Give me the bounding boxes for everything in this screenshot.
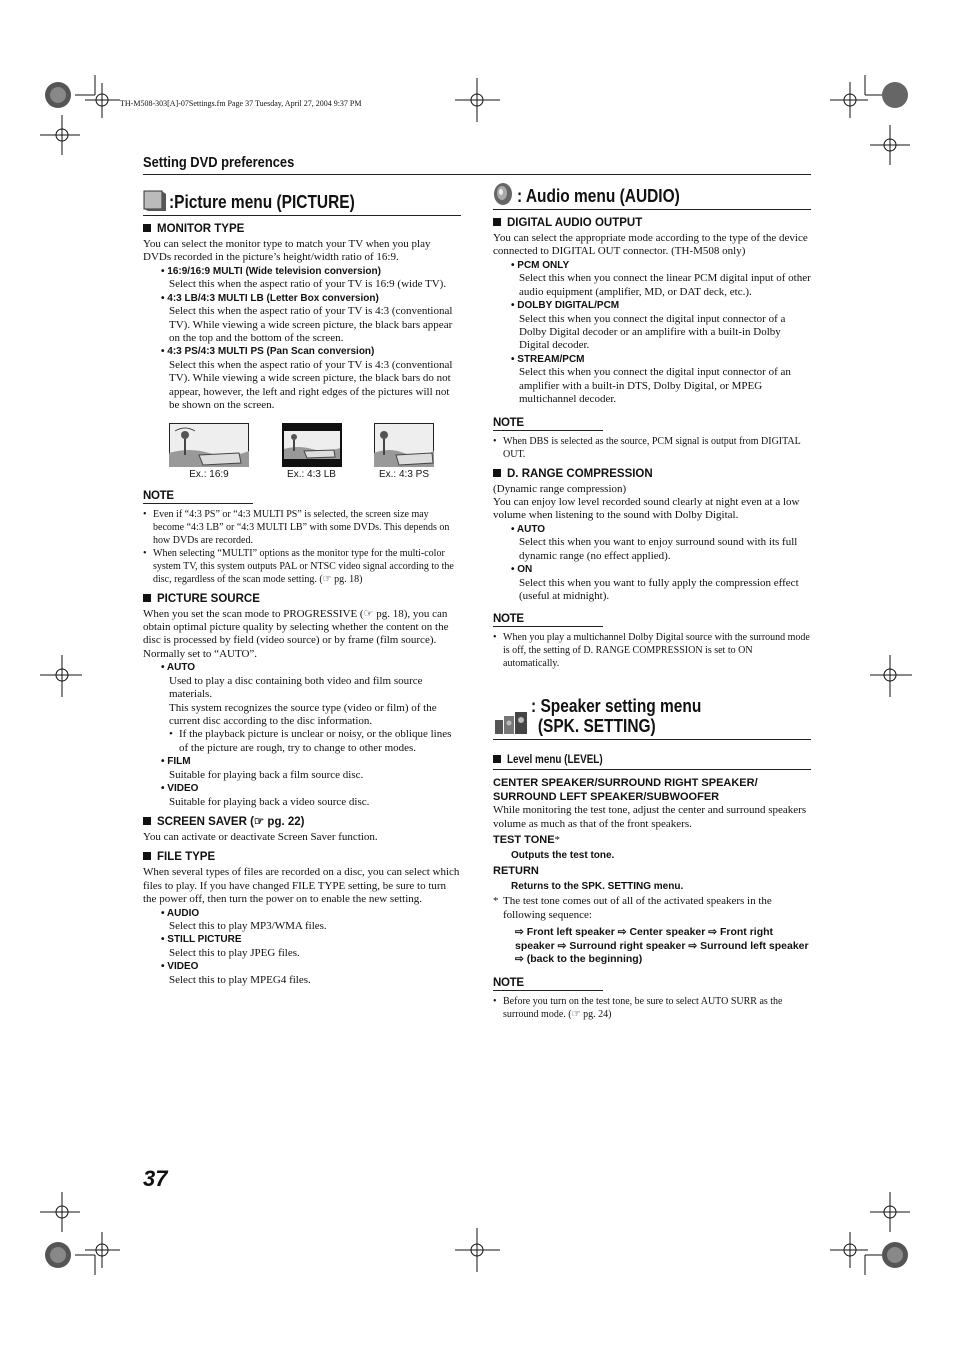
drange-option-label: • ON: [511, 564, 533, 576]
audio-menu-title: : Audio menu (AUDIO): [493, 182, 811, 210]
audio-menu-icon: [493, 182, 515, 206]
speaker-menu-icon: [493, 710, 529, 736]
return-label: RETURN: [493, 865, 539, 878]
monitor-option-label: • 4:3 LB/4:3 MULTI LB (Letter Box conversion): [161, 292, 379, 304]
note-heading: NOTE: [143, 490, 253, 504]
note-item: • When you play a multichannel Dolby Digital source with the surround mode is off, the setting of D. RANGE COMPRESSION is set to ON automatically.: [493, 632, 810, 670]
digital-output-heading: DIGITAL AUDIO OUTPUT: [493, 216, 811, 230]
monitor-option-desc: Select this when the aspect ratio of your TV is 4:3 (conventional TV). While viewing a wide screen picture, the black bars do not appear, however, the left and right edges of the pictures will not be shown on the screen.: [169, 358, 453, 412]
picture-menu-title: :Picture menu (PICTURE): [143, 190, 461, 216]
file-type-heading: FILE TYPE: [143, 850, 461, 864]
figure-16-9: [169, 423, 249, 480]
note-item: • When DBS is selected as the source, PCM signal is output from DIGITAL OUT.: [493, 435, 801, 460]
figure-caption: Ex.: 16:9: [189, 468, 229, 480]
screen-saver-desc: You can activate or deactivate Screen Saver function.: [143, 830, 378, 843]
test-tone-footnote: * The test tone comes out of all of the activated speakers in the following sequence:: [493, 895, 772, 921]
audio-speaker-column: [493, 182, 811, 1021]
test-tone-desc: Outputs the test tone.: [511, 850, 615, 862]
output-option-desc: Select this when you connect the digital input connector of an amplifier with a built-in DTS, Dolby Digital, or MPEG multichannel decoder.: [519, 366, 791, 406]
figure-4-3-lb: [282, 423, 342, 480]
note-heading: NOTE: [493, 613, 603, 627]
digital-output-intro: You can select the appropriate mode according to the type of the device connected to DIGITAL OUT connector. (TH-M508 only): [493, 232, 808, 258]
source-option-desc: Used to play a disc containing both video and film source materials.: [169, 674, 423, 701]
output-option-desc: Select this when you connect the linear PCM digital input of other audio equipment (amplifier, MD, or DAT deck, etc.).: [519, 272, 811, 298]
drange-heading: D. RANGE COMPRESSION: [493, 467, 811, 481]
note-heading: NOTE: [493, 417, 603, 431]
file-option-label: • STILL PICTURE: [161, 934, 242, 946]
note-heading: NOTE: [493, 977, 603, 991]
source-option-desc: This system recognizes the source type (video or film) of the current disc according to the disc information.: [169, 701, 437, 727]
page-number: 37: [143, 1166, 168, 1191]
picture-source-normal: Normally set to “AUTO”.: [143, 647, 258, 660]
speakers-desc: While monitoring the test tone, adjust the center and surround speakers volume as much as that of the front speakers.: [493, 804, 807, 830]
note-item: • When selecting “MULTI” options as the monitor type for the multi-color system TV, this system outputs PAL or NTSC video signal according to the disc, regardless of the scan mode setting. (☞ pg. 18): [143, 547, 454, 585]
speakers-heading: CENTER SPEAKER/SURROUND RIGHT SPEAKER/ SURROUND LEFT SPEAKER/SUBWOOFER: [493, 777, 758, 804]
source-option-label: • VIDEO: [161, 783, 199, 795]
drange-option-desc: Select this when you want to enjoy surround sound with its full dynamic range (no effect applied).: [519, 536, 798, 562]
figure-caption: Ex.: 4:3 PS: [378, 468, 430, 480]
picture-menu-column: [143, 190, 461, 987]
level-menu-heading: Level menu (LEVEL): [493, 754, 811, 770]
monitor-option-label: • 16:9/16:9 MULTI (Wide television conversion): [161, 265, 381, 277]
drange-paren: (Dynamic range compression): [493, 482, 627, 495]
pan-scan-illustration: [374, 423, 434, 467]
output-option-label: • STREAM/PCM: [511, 353, 585, 365]
note-item: • Before you turn on the test tone, be sure to select AUTO SURR as the surround mode. (☞ pg. 24): [493, 995, 783, 1020]
source-option-subnote: • If the playback picture is unclear or noisy, or the oblique lines of the picture are rough, try to change to other modes.: [169, 728, 452, 754]
source-option-label: • AUTO: [161, 662, 196, 674]
file-option-desc: Select this to play MPEG4 files.: [169, 973, 311, 986]
figure-4-3-ps: [374, 423, 434, 480]
aspect-ratio-figures: [169, 423, 434, 480]
output-option-desc: Select this when you connect the digital input connector of a Dolby Digital decoder or an amplifire with a built-in Dolby Digital decoder.: [519, 312, 786, 352]
wide-screen-illustration: [169, 423, 249, 467]
screen-saver-heading: SCREEN SAVER (☞ pg. 22): [143, 815, 461, 829]
note-item: • Even if “4:3 PS” or “4:3 MULTI PS” is selected, the screen size may become “4:3 LB” or “4:3 MULTI LB” with some DVDs. This depends on how DVDs are recorded.: [143, 508, 450, 546]
monitor-type-intro: You can select the monitor type to match your TV when you play DVDs recorded in the picture’s height/width ratio of 16:9.: [143, 238, 431, 264]
section-title: Setting DVD preferences: [143, 154, 295, 171]
monitor-option-desc: Select this when the aspect ratio of your TV is 4:3 (conventional TV). While viewing a wide screen picture, the black bars appear on the top and the bottom of the screen.: [169, 305, 453, 345]
file-option-label: • AUDIO: [161, 907, 200, 919]
speaker-menu-title: : Speaker setting menu (SPK. SETTING): [493, 696, 811, 740]
source-option-label: • FILM: [161, 756, 191, 768]
output-option-label: • PCM ONLY: [511, 259, 570, 271]
monitor-option-desc: Select this when the aspect ratio of your TV is 16:9 (wide TV).: [169, 278, 447, 291]
picture-menu-icon: [143, 190, 167, 212]
return-desc: Returns to the SPK. SETTING menu.: [511, 881, 684, 893]
source-option-desc: Suitable for playing back a video source disc.: [169, 795, 370, 808]
test-tone-label: TEST TONE*: [493, 834, 561, 847]
header-rule: [143, 174, 811, 175]
drange-option-label: • AUTO: [511, 523, 546, 535]
monitor-option-label: • 4:3 PS/4:3 MULTI PS (Pan Scan conversion): [161, 346, 375, 358]
drange-option-desc: Select this when you want to fully apply the compression effect (useful at midnight).: [519, 576, 799, 602]
source-option-desc: Suitable for playing back a film source disc.: [169, 768, 364, 781]
monitor-type-heading: MONITOR TYPE: [143, 222, 461, 236]
picture-source-heading: PICTURE SOURCE: [143, 592, 461, 606]
picture-source-intro: When you set the scan mode to PROGRESSIVE (☞ pg. 18), you can obtain optimal picture quality by selecting whether the content on the disc is processed by field (video source) or by frame (film source).: [143, 607, 449, 647]
speaker-sequence: ⇨ Front left speaker ⇨ Center speaker ⇨ Front right speaker ⇨ Surround right speaker ⇨ Surround left speaker ⇨ (back to the beginning): [515, 926, 809, 966]
drange-intro: You can enjoy low level recorded sound clearly at night even at a low volume when listening to the sound with Dolby Digital.: [493, 495, 800, 522]
file-option-desc: Select this to play JPEG files.: [169, 946, 300, 959]
file-info: TH-M508-303[A]-07Settings.fm Page 37 Tuesday, April 27, 2004 9:37 PM: [120, 99, 362, 108]
output-option-label: • DOLBY DIGITAL/PCM: [511, 300, 620, 312]
letterbox-illustration: [282, 423, 342, 467]
file-option-desc: Select this to play MP3/WMA files.: [169, 920, 327, 933]
figure-caption: Ex.: 4:3 LB: [287, 468, 336, 480]
file-option-label: • VIDEO: [161, 961, 199, 973]
file-type-intro: When several types of files are recorded on a disc, you can select which files to play. If you have changed FILE TYPE setting, be sure to turn the power off, then turn the power on to enable the new setting.: [143, 866, 460, 906]
